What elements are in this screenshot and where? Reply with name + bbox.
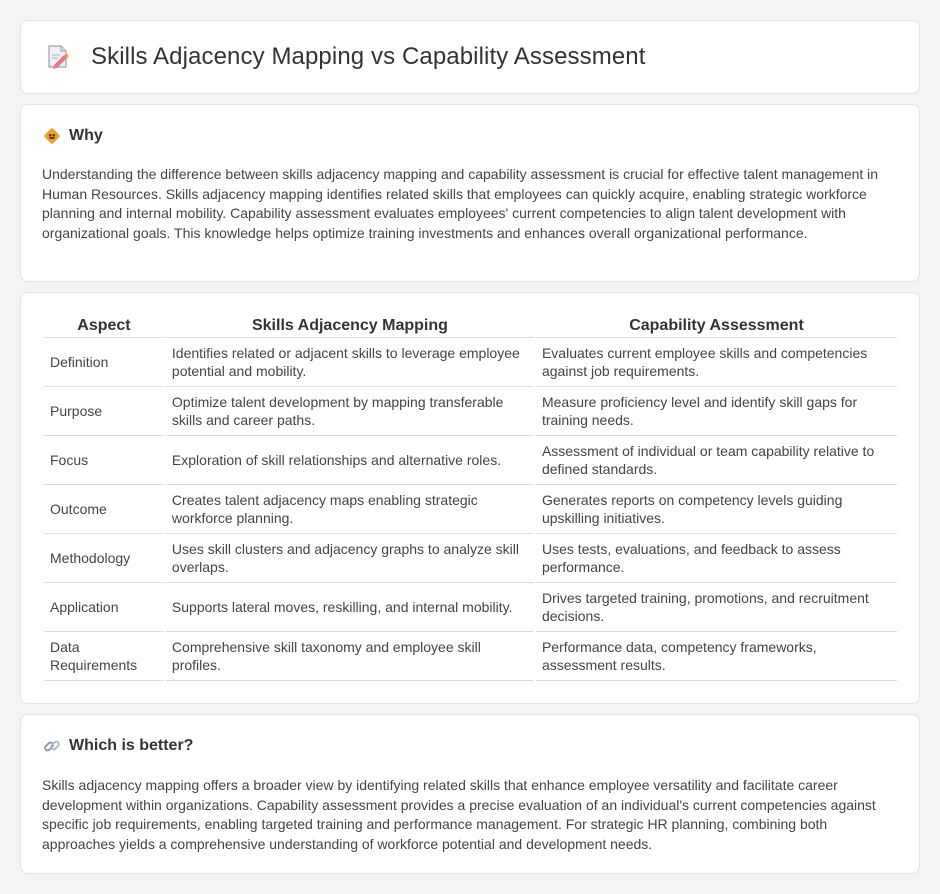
- row-skills-adjacency: Exploration of skill relationships and alternative roles.: [166, 436, 534, 485]
- title-row: [45, 43, 646, 71]
- row-capability-assessment: Drives targeted training, promotions, and recruitment decisions.: [536, 583, 897, 632]
- header-capability-assessment: Capability Assessment: [536, 315, 897, 338]
- why-text: Understanding the difference between skills adjacency mapping and capability assessment is crucial for effective talent management in Human Resources. Skills adjacency mapping identifies related skills that employees can quickly acquire, enabling strategic workforce planning and internal mobility. Capability assessment evaluates employees' current competencies to align talent development with organizational goals. This knowledge helps optimize training investments and enhances overall organizational performance.: [42, 166, 879, 241]
- row-aspect: Application: [44, 583, 164, 632]
- row-capability-assessment: Measure proficiency level and identify skill gaps for training needs.: [536, 387, 897, 436]
- row-aspect: Outcome: [44, 485, 164, 534]
- row-skills-adjacency: Uses skill clusters and adjacency graphs to analyze skill overlaps.: [166, 534, 534, 583]
- row-skills-adjacency: Supports lateral moves, reskilling, and internal mobility.: [166, 583, 534, 632]
- comparison-table: [42, 315, 899, 681]
- row-capability-assessment: Generates reports on competency levels guiding upskilling initiatives.: [536, 485, 897, 534]
- header-aspect: Aspect: [44, 315, 164, 338]
- row-capability-assessment: Assessment of individual or team capability relative to defined standards.: [536, 436, 897, 485]
- why-heading: [43, 127, 103, 145]
- row-aspect: Methodology: [44, 534, 164, 583]
- page-title: Skills Adjacency Mapping vs Capability Assessment: [91, 43, 646, 70]
- row-aspect: Definition: [44, 338, 164, 387]
- document-pencil-icon: [45, 43, 71, 71]
- which-is-better-section: [20, 714, 920, 874]
- table-header-row: [44, 315, 897, 338]
- row-skills-adjacency: Identifies related or adjacent skills to leverage employee potential and mobility.: [166, 338, 534, 387]
- row-skills-adjacency: Creates talent adjacency maps enabling strategic workforce planning.: [166, 485, 534, 534]
- why-title: Why: [69, 127, 103, 144]
- row-skills-adjacency: Comprehensive skill taxonomy and employee skill profiles.: [166, 632, 534, 681]
- header-skills-adjacency: Skills Adjacency Mapping: [166, 315, 534, 338]
- row-aspect: Data Requirements: [44, 632, 164, 681]
- table-row: [44, 485, 897, 534]
- row-aspect: Focus: [44, 436, 164, 485]
- table-row: [44, 583, 897, 632]
- table-row: [44, 534, 897, 583]
- better-heading: [43, 737, 193, 755]
- row-capability-assessment: Uses tests, evaluations, and feedback to assess performance.: [536, 534, 897, 583]
- comparison-section: [20, 292, 920, 704]
- row-aspect: Purpose: [44, 387, 164, 436]
- table-row: [44, 632, 897, 681]
- better-title: Which is better?: [69, 737, 194, 754]
- diamond-sign-icon: [43, 127, 61, 145]
- title-card: [20, 20, 920, 94]
- table-row: [44, 338, 897, 387]
- row-capability-assessment: Performance data, competency frameworks, assessment results.: [536, 632, 897, 681]
- table-row: [44, 436, 897, 485]
- why-section: [20, 104, 920, 282]
- better-text: Skills adjacency mapping offers a broader view by identifying related skills that enhance employee versatility and facilitate career development within organizations. Capability assessment provides a precise evaluation of an individual's current competencies against specific job requirements, enabling targeted training and performance management. For strategic HR planning, combining both approaches yields a comprehensive understanding of workforce potential and development needs.: [42, 777, 876, 852]
- table-row: [44, 387, 897, 436]
- link-icon: [43, 737, 61, 755]
- row-capability-assessment: Evaluates current employee skills and competencies against job requirements.: [536, 338, 897, 387]
- row-skills-adjacency: Optimize talent development by mapping transferable skills and career paths.: [166, 387, 534, 436]
